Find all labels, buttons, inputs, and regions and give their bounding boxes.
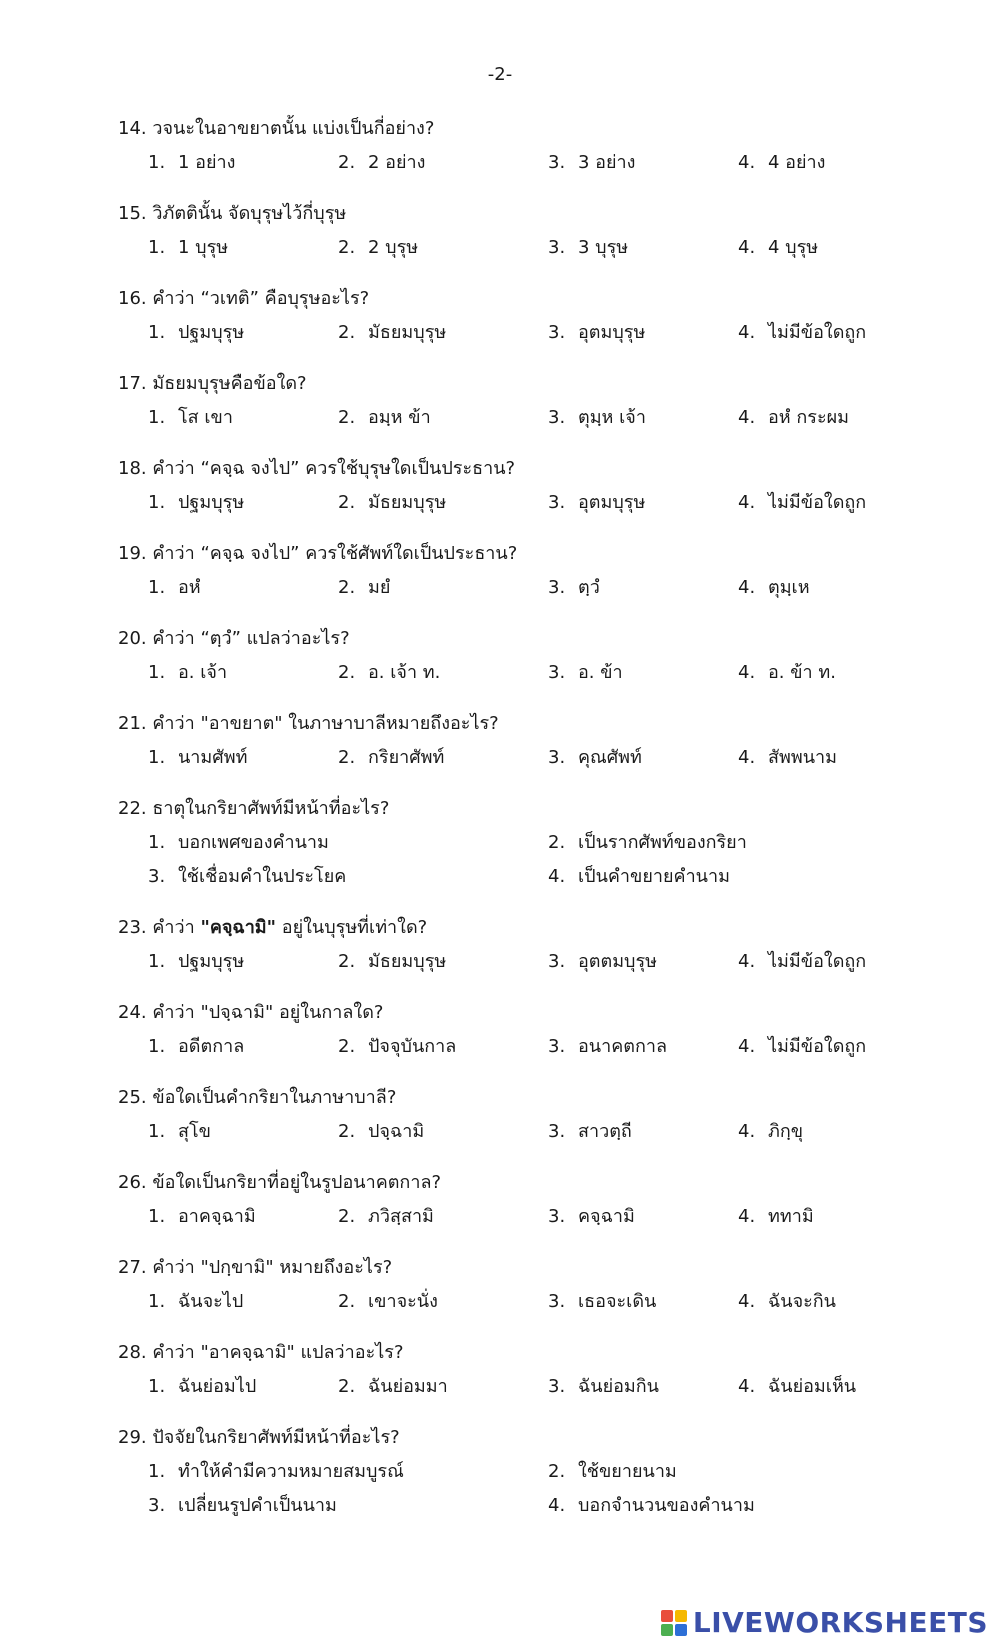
question-text: 21. คำว่า "อาขยาต" ในภาษาบาลีหมายถึงอะไร? xyxy=(118,713,499,734)
option-2[interactable]: 2. กริยาศัพท์ xyxy=(338,747,445,768)
bold-term: "คจฺฉามิ" xyxy=(200,917,277,938)
option-3[interactable]: 3. คุณศัพท์ xyxy=(548,747,642,768)
question-22 xyxy=(118,797,978,889)
option-2[interactable]: 2. มยํ xyxy=(338,577,391,598)
option-2[interactable]: 2. มัธยมบุรุษ xyxy=(338,492,447,513)
option-1[interactable]: 1. อดีตกาล xyxy=(148,1036,245,1057)
option-2[interactable]: 2. ปัจจุบันกาล xyxy=(338,1036,457,1057)
question-text: 24. คำว่า "ปจฺฉามิ" อยู่ในกาลใด? xyxy=(118,1002,384,1023)
option-4[interactable]: 4. ไม่มีข้อใดถูก xyxy=(738,322,867,343)
option-2[interactable]: 2. ใช้ขยายนาม xyxy=(548,1461,677,1482)
question-17 xyxy=(118,372,978,430)
option-3[interactable]: 3. อุตมบุรุษ xyxy=(548,322,646,343)
option-3[interactable]: 3. สาวตฺถี xyxy=(548,1121,632,1142)
question-15 xyxy=(118,202,978,260)
question-text: 29. ปัจจัยในกริยาศัพท์มีหน้าที่อะไร? xyxy=(118,1427,400,1448)
logo-square-yellow xyxy=(675,1610,687,1622)
option-4[interactable]: 4. ตุมฺเห xyxy=(738,577,810,598)
option-1[interactable]: 1. อหํ xyxy=(148,577,201,598)
option-3[interactable]: 3. 3 อย่าง xyxy=(548,152,636,173)
question-text: 20. คำว่า “ตฺวํ” แปลว่าอะไร? xyxy=(118,628,350,649)
option-2[interactable]: 2. ปจฺฉามิ xyxy=(338,1121,425,1142)
option-1[interactable]: 1. โส เขา xyxy=(148,407,233,428)
option-2[interactable]: 2. 2 บุรุษ xyxy=(338,237,419,258)
option-3[interactable]: 3. อุตตมบุรุษ xyxy=(548,951,658,972)
question-text: 26. ข้อใดเป็นกริยาที่อยู่ในรูปอนาคตกาล? xyxy=(118,1172,442,1193)
question-18 xyxy=(118,457,978,515)
option-3[interactable]: 3. ตุมฺห เจ้า xyxy=(548,407,646,428)
question-19 xyxy=(118,542,978,600)
logo-square-green xyxy=(661,1624,673,1636)
question-text: 27. คำว่า "ปกฺขามิ" หมายถึงอะไร? xyxy=(118,1257,393,1278)
option-3[interactable]: 3. เปลี่ยนรูปคำเป็นนาม xyxy=(148,1495,337,1516)
option-2[interactable]: 2. อ. เจ้า ท. xyxy=(338,662,441,683)
logo-text: LIVEWORKSHEETS xyxy=(692,1606,988,1639)
option-4[interactable]: 4. 4 อย่าง xyxy=(738,152,826,173)
option-1[interactable]: 1. ปฐมบุรุษ xyxy=(148,322,245,343)
option-1[interactable]: 1. นามศัพท์ xyxy=(148,747,248,768)
option-2[interactable]: 2. อมฺห ข้า xyxy=(338,407,431,428)
page-number: -2- xyxy=(487,64,513,85)
option-4[interactable]: 4. ไม่มีข้อใดถูก xyxy=(738,951,867,972)
option-3[interactable]: 3. คจฺฉามิ xyxy=(548,1206,635,1227)
option-2[interactable]: 2. มัธยมบุรุษ xyxy=(338,951,447,972)
option-4[interactable]: 4. 4 บุรุษ xyxy=(738,237,819,258)
question-text: 17. มัธยมบุรุษคือข้อใด? xyxy=(118,373,307,394)
question-text: 16. คำว่า “วเทติ” คือบุรุษอะไร? xyxy=(118,288,370,309)
option-4[interactable]: 4. ไม่มีข้อใดถูก xyxy=(738,1036,867,1057)
question-28 xyxy=(118,1341,978,1399)
question-text: 23. คำว่า "คจฺฉามิ" อยู่ในบุรุษที่เท่าใด? xyxy=(118,917,428,938)
question-20 xyxy=(118,627,978,685)
option-1[interactable]: 1. สุโข xyxy=(148,1121,211,1142)
option-1[interactable]: 1. ทำให้คำมีความหมายสมบูรณ์ xyxy=(148,1461,404,1482)
option-3[interactable]: 3. อ. ข้า xyxy=(548,662,623,683)
option-1[interactable]: 1. อ. เจ้า xyxy=(148,662,228,683)
logo-square-red xyxy=(661,1610,673,1622)
question-29 xyxy=(118,1426,978,1518)
question-27 xyxy=(118,1256,978,1314)
option-3[interactable]: 3. อุตมบุรุษ xyxy=(548,492,646,513)
option-2[interactable]: 2. มัธยมบุรุษ xyxy=(338,322,447,343)
option-4[interactable]: 4. ททามิ xyxy=(738,1206,814,1227)
option-2[interactable]: 2. 2 อย่าง xyxy=(338,152,426,173)
option-3[interactable]: 3. ตฺวํ xyxy=(548,577,600,598)
option-2[interactable]: 2. เป็นรากศัพท์ของกริยา xyxy=(548,832,747,853)
option-1[interactable]: 1. บอกเพศของคำนาม xyxy=(148,832,329,853)
option-3[interactable]: 3. เธอจะเดิน xyxy=(548,1291,657,1312)
question-23 xyxy=(118,916,978,974)
option-1[interactable]: 1. ฉันย่อมไป xyxy=(148,1376,257,1397)
logo-square-blue xyxy=(675,1624,687,1636)
option-3[interactable]: 3. ใช้เชื่อมคำในประโยค xyxy=(148,866,347,887)
option-1[interactable]: 1. 1 อย่าง xyxy=(148,152,236,173)
option-1[interactable]: 1. 1 บุรุษ xyxy=(148,237,229,258)
option-3[interactable]: 3. อนาคตกาล xyxy=(548,1036,667,1057)
logo-mark-icon xyxy=(661,1610,687,1636)
option-2[interactable]: 2. ภวิสฺสามิ xyxy=(338,1206,434,1227)
liveworksheets-logo xyxy=(661,1606,988,1639)
option-4[interactable]: 4. อหํ กระผม xyxy=(738,407,850,428)
question-text: 28. คำว่า "อาคจฺฉามิ" แปลว่าอะไร? xyxy=(118,1342,404,1363)
option-4[interactable]: 4. ภิกฺขุ xyxy=(738,1121,804,1142)
question-25 xyxy=(118,1086,978,1144)
option-4[interactable]: 4. เป็นคำขยายคำนาม xyxy=(548,866,730,887)
option-4[interactable]: 4. สัพพนาม xyxy=(738,747,837,768)
question-text: 18. คำว่า “คจฺฉ จงไป” ควรใช้บุรุษใดเป็นประธาน? xyxy=(118,458,516,479)
question-text: 19. คำว่า “คจฺฉ จงไป” ควรใช้ศัพท์ใดเป็นประธาน? xyxy=(118,543,518,564)
question-text: 25. ข้อใดเป็นคำกริยาในภาษาบาลี? xyxy=(118,1087,397,1108)
option-3[interactable]: 3. ฉันย่อมกิน xyxy=(548,1376,659,1397)
option-1[interactable]: 1. อาคจฺฉามิ xyxy=(148,1206,256,1227)
question-16 xyxy=(118,287,978,345)
option-4[interactable]: 4. อ. ข้า ท. xyxy=(738,662,836,683)
option-1[interactable]: 1. ฉันจะไป xyxy=(148,1291,244,1312)
option-4[interactable]: 4. ฉันจะกิน xyxy=(738,1291,836,1312)
option-3[interactable]: 3. 3 บุรุษ xyxy=(548,237,629,258)
question-text: 22. ธาตุในกริยาศัพท์มีหน้าที่อะไร? xyxy=(118,798,390,819)
question-14 xyxy=(118,117,978,175)
option-1[interactable]: 1. ปฐมบุรุษ xyxy=(148,951,245,972)
option-2[interactable]: 2. เขาจะนั่ง xyxy=(338,1291,438,1312)
option-4[interactable]: 4. บอกจำนวนของคำนาม xyxy=(548,1495,755,1516)
question-21 xyxy=(118,712,978,770)
question-text: 15. วิภัตตินั้น จัดบุรุษไว้กี่บุรุษ xyxy=(118,203,347,224)
question-24 xyxy=(118,1001,978,1059)
option-4[interactable]: 4. ไม่มีข้อใดถูก xyxy=(738,492,867,513)
option-2[interactable]: 2. ฉันย่อมมา xyxy=(338,1376,448,1397)
option-1[interactable]: 1. ปฐมบุรุษ xyxy=(148,492,245,513)
question-text: 14. วจนะในอาขยาตนั้น แบ่งเป็นกี่อย่าง? xyxy=(118,118,435,139)
option-4[interactable]: 4. ฉันย่อมเห็น xyxy=(738,1376,857,1397)
question-26 xyxy=(118,1171,978,1229)
